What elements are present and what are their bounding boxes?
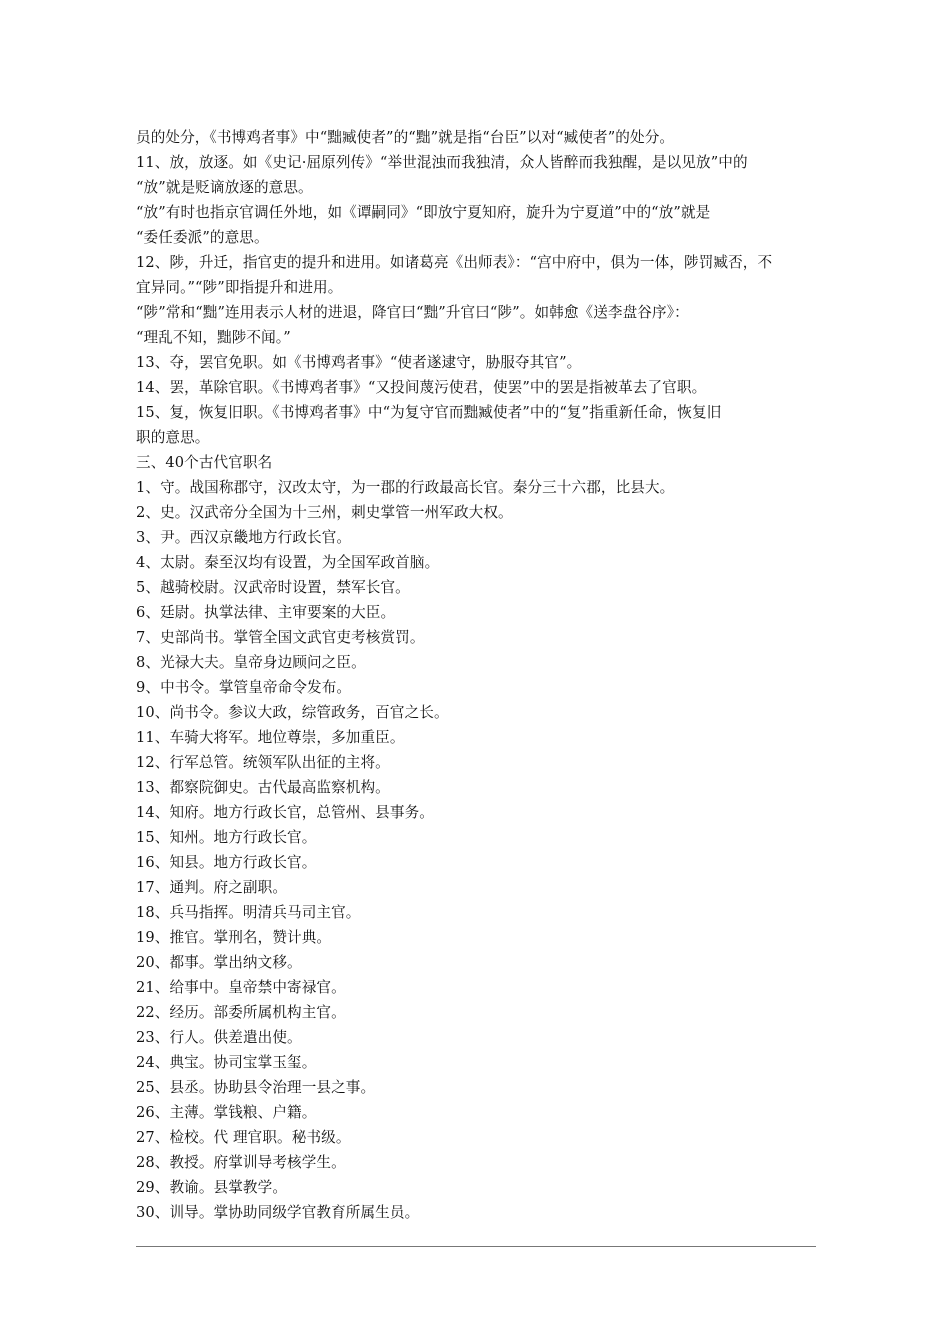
- text-line: 11、放，放逐。如《史记·屈原列传》“举世混浊而我独清，众人皆醉而我独醒，是以见放”中的: [136, 154, 748, 171]
- list-item: 15、知州。地方行政长官。: [136, 829, 317, 846]
- list-item: 25、县丞。协助县令治理一县之事。: [136, 1079, 376, 1096]
- text-line: “理乱不知，黜陟不闻。”: [136, 329, 291, 346]
- text-line: 14、罢，革除官职。《书博鸡者事》“又投间蔑污使君，使罢”中的罢是指被革去了官职。: [136, 379, 707, 396]
- list-item: 29、教谕。县掌教学。: [136, 1179, 288, 1196]
- list-item: 16、知县。地方行政长官。: [136, 854, 317, 871]
- list-item: 7、史部尚书。掌管全国文武官吏考核赏罚。: [136, 629, 425, 646]
- list-item: 10、尚书令。参议大政，综管政务，百官之长。: [136, 704, 449, 721]
- text-line: 13、夺，罢官免职。如《书博鸡者事》“使者遂逮守，胁服夺其官”。: [136, 354, 582, 371]
- list-item: 8、光禄大夫。皇帝身边顾问之臣。: [136, 654, 366, 671]
- list-item: 21、给事中。皇帝禁中寄禄官。: [136, 979, 346, 996]
- list-item: 1、守。战国称郡守，汉改太守，为一郡的行政最高长官。秦分三十六郡，比县大。: [136, 479, 675, 496]
- list-item: 17、通判。府之副职。: [136, 879, 288, 896]
- list-item: 4、太尉。秦至汉均有设置，为全国军政首脑。: [136, 554, 440, 571]
- text-line: “放”有时也指京官调任外地，如《谭嗣同》“即放宁夏知府，旋升为宁夏道”中的“放”就是: [136, 204, 711, 221]
- document-body: [136, 125, 818, 1225]
- list-item: 28、教授。府掌训导考核学生。: [136, 1154, 346, 1171]
- list-item: 3、尹。西汉京畿地方行政长官。: [136, 529, 352, 546]
- list-item: 23、行人。供差遣出使。: [136, 1029, 302, 1046]
- text-line: “委任委派”的意思。: [136, 229, 269, 246]
- text-line: 15、复，恢复旧职。《书博鸡者事》中“为复守官而黜臧使者”中的“复”指重新任命，恢复旧: [136, 404, 722, 421]
- list-item: 2、史。汉武帝分全国为十三州，刺史掌管一州军政大权。: [136, 504, 513, 521]
- list-item: 12、行军总管。统领军队出征的主将。: [136, 754, 390, 771]
- list-item: 13、都察院御史。古代最高监察机构。: [136, 779, 390, 796]
- list-item: 6、廷尉。执掌法律、主审要案的大臣。: [136, 604, 396, 621]
- text-line: “陟”常和“黜”连用表示人材的进退，降官曰“黜”升官曰“陟”。如韩愈《送李盘谷序》：: [136, 304, 689, 321]
- list-item: 26、主薄。掌钱粮、户籍。: [136, 1104, 317, 1121]
- list-item: 20、都事。掌出纳文移。: [136, 954, 302, 971]
- text-line: 职的意思。: [136, 429, 210, 446]
- section-title: 三、40个古代官职名: [136, 454, 273, 471]
- text-line: 宜异同。”“陟”即指提升和进用。: [136, 279, 343, 296]
- text-line: “放”就是贬谪放逐的意思。: [136, 179, 313, 196]
- list-item: 9、中书令。掌管皇帝命令发布。: [136, 679, 352, 696]
- list-item: 22、经历。部委所属机构主官。: [136, 1004, 346, 1021]
- list-item: 30、训导。掌协助同级学官教育所属生员。: [136, 1204, 420, 1221]
- list-item: 18、兵马指挥。明清兵马司主官。: [136, 904, 361, 921]
- list-item: 19、推官。掌刑名，赞计典。: [136, 929, 332, 946]
- text-line: 员的处分，《书博鸡者事》中“黜臧使者”的“黜”就是指“台臣”以对“臧使者”的处分。: [136, 129, 675, 146]
- list-item: 24、典宝。协司宝掌玉玺。: [136, 1054, 317, 1071]
- text-line: 12、陟，升迁，指官吏的提升和进用。如诸葛亮《出师表》：“宫中府中，俱为一体，陟罚臧否，不: [136, 254, 773, 271]
- list-item: 27、检校。代 理官职。秘书级。: [136, 1129, 351, 1146]
- list-item: 5、越骑校尉。汉武帝时设置，禁军长官。: [136, 579, 410, 596]
- list-item: 14、知府。地方行政长官，总管州、县事务。: [136, 804, 434, 821]
- footer-divider: [136, 1246, 816, 1247]
- list-item: 11、车骑大将军。地位尊崇，多加重臣。: [136, 729, 405, 746]
